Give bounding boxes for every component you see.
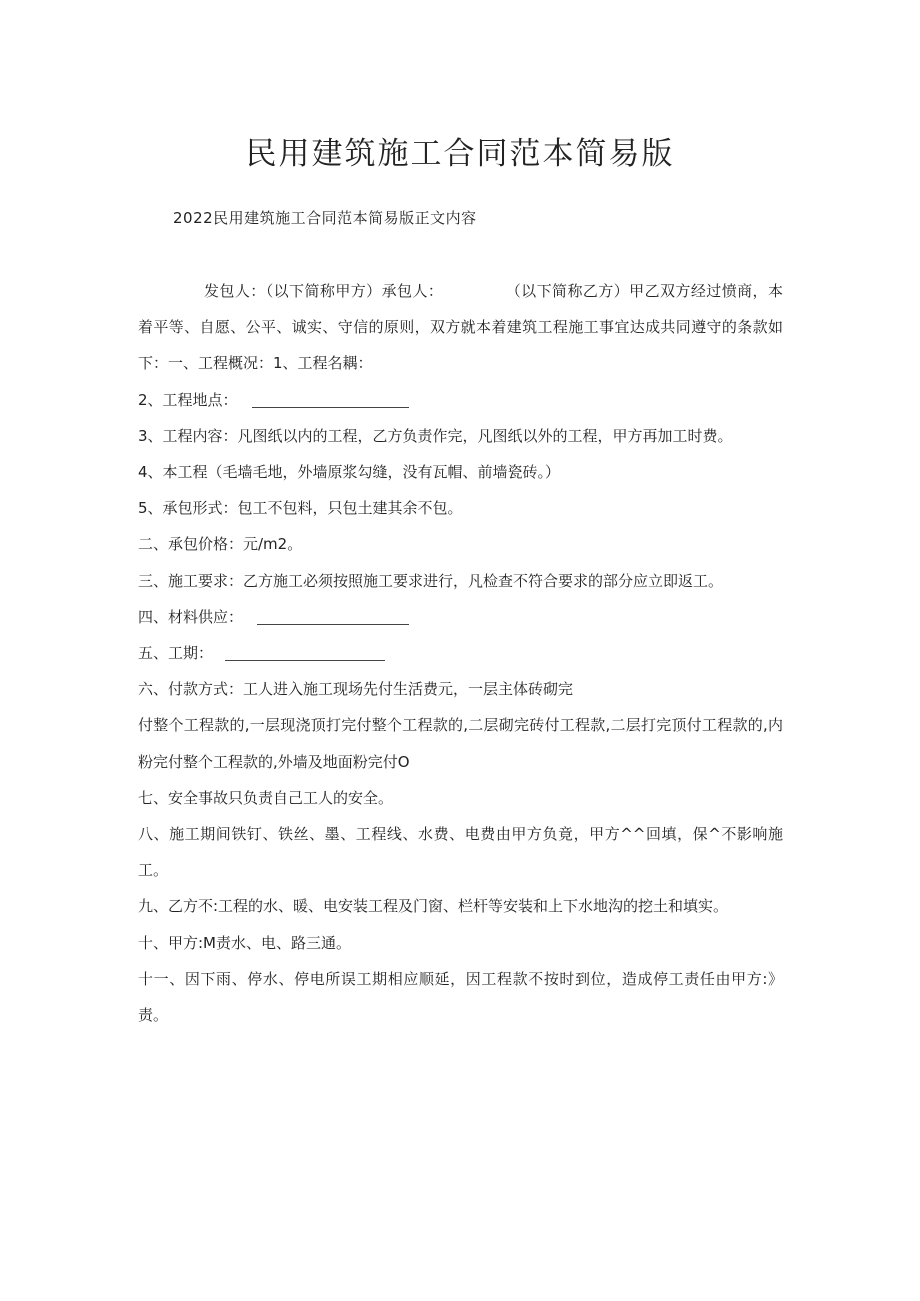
clause-4 xyxy=(138,599,783,635)
materials-blank-line xyxy=(257,608,409,625)
clause-4-label: 四、材料供应： xyxy=(138,607,244,626)
clause-10: 十、甲方:M责水、电、路三通。 xyxy=(138,933,351,952)
clause-6-line2: 付整个工程款的,一层现浇顶打完付整个工程款的,二层砌完砖付工程款,二层打完顶付工程款的,内粉完付整个工程款的,外墙及地面粉完付O xyxy=(138,716,783,771)
document-title: 民用建筑施工合同范本简易版 xyxy=(245,136,675,172)
clause-3: 三、施工要求：乙方施工必须按照施工要求进行，凡检查不符合要求的部分应立即返工。 xyxy=(138,571,724,590)
clause-7: 七、安全事故只负责自己工人的安全。 xyxy=(138,788,394,807)
item-4: 4、本工程（毛墙毛地，外墙原浆勾缝，没有瓦帽、前墙瓷砖。） xyxy=(138,463,561,482)
clause-2: 二、承包价格：元/m2。 xyxy=(138,535,303,554)
clause-8: 八、施工期间铁钉、铁丝、墨、工程线、水费、电费由甲方负竟，甲方^^回填，保^不影响施工。 xyxy=(138,825,783,880)
item-5: 5、承包形式：包工不包料，只包土建其余不包。 xyxy=(138,499,463,518)
location-blank-line xyxy=(252,391,409,408)
intro-part2: （以下简称乙方）甲乙双方经过愤商，本着平等、自愿、公平、诚实、守信的原则，双方就本着建筑工程施工事宜达成共同遵守的条款如下：一、工程概况：1、工程名耦： xyxy=(138,282,783,373)
clause-5 xyxy=(138,635,783,671)
document-body xyxy=(138,273,783,1033)
duration-blank-line xyxy=(225,644,385,661)
clause-5-label: 五、工期： xyxy=(138,644,214,663)
item-2-label: 2、工程地点： xyxy=(138,390,238,409)
item-2 xyxy=(138,382,783,418)
clause-11: 十一、因下雨、停水、停电所误工期相应顺延，因工程款不按时到位，造成停工责任由甲方:》责。 xyxy=(138,969,783,1025)
intro-part1: 发包人：（以下简称甲方）承包人： xyxy=(204,282,444,300)
clause-9: 九、乙方不:工程的水、暖、电安装工程及门窗、栏杆等安装和上下水地沟的挖土和填实。 xyxy=(138,897,729,916)
item-3: 3、工程内容：凡图纸以内的工程，乙方负责作完，凡图纸以外的工程，甲方再加工时费。 xyxy=(138,426,733,445)
document-subtitle: 2022民用建筑施工合同范本简易版正文内容 xyxy=(173,209,477,227)
clause-6-line1: 六、付款方式：工人进入施工现场先付生活费元，一层主体砖砌完 xyxy=(138,680,574,699)
intro-paragraph xyxy=(138,273,783,382)
